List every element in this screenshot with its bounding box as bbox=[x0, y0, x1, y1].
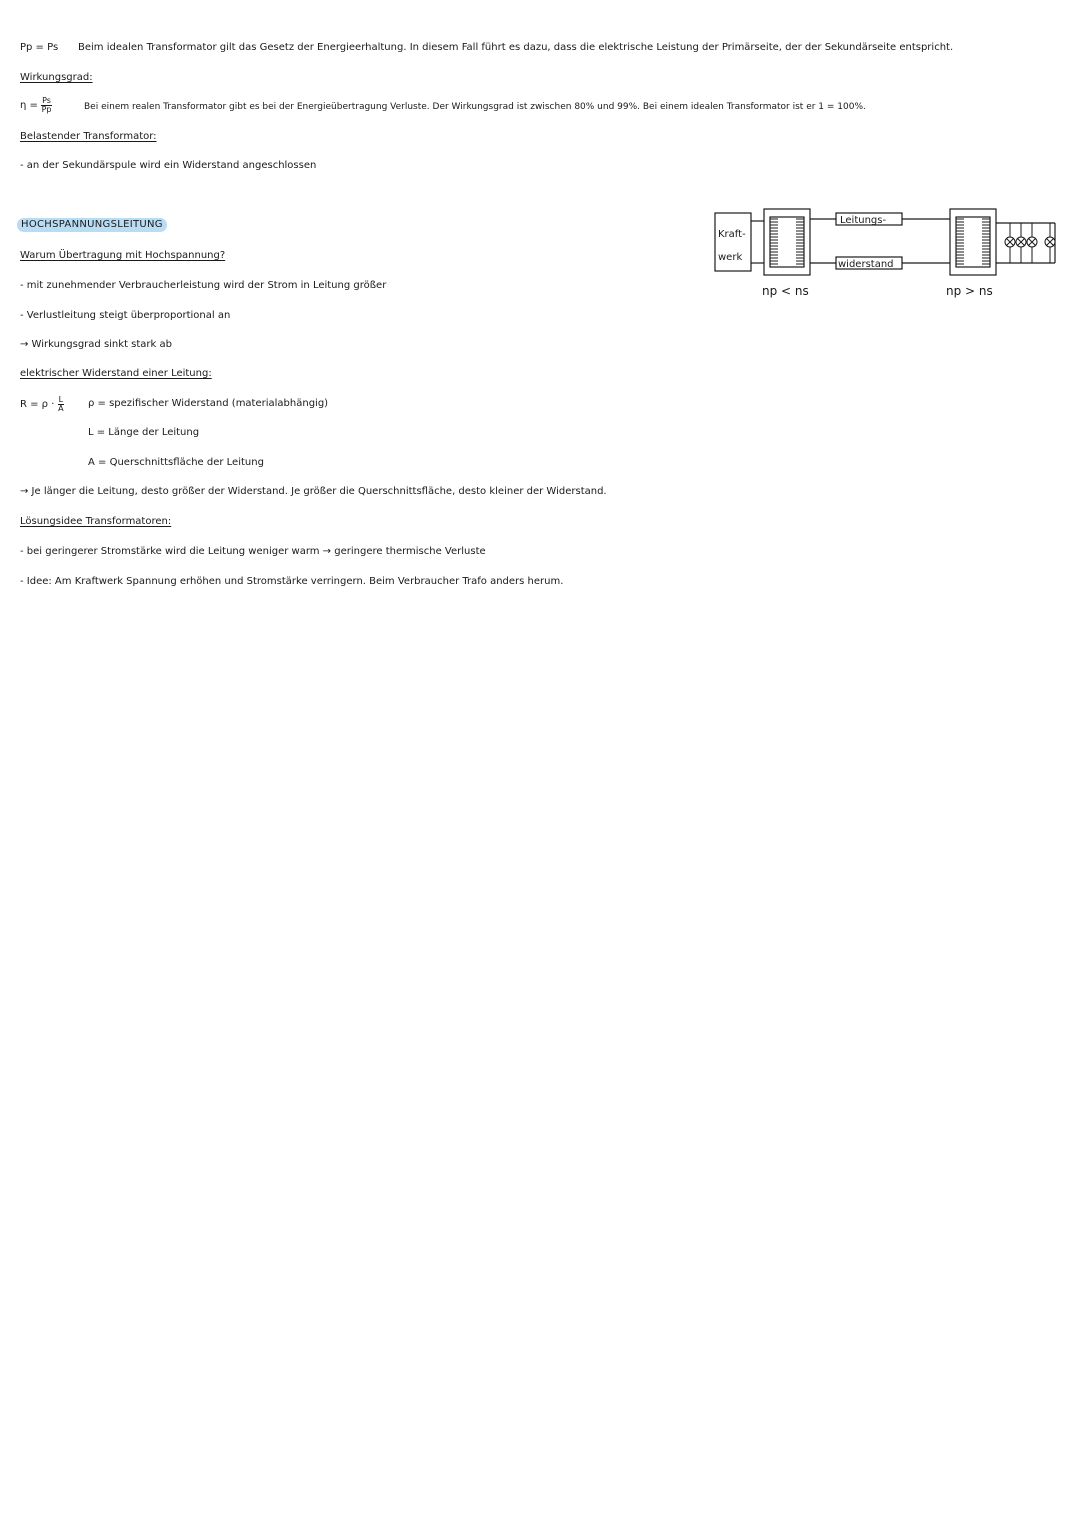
resistance-numerator: L bbox=[58, 394, 64, 404]
loaded-transformer-heading: Belastender Transformator: bbox=[20, 131, 157, 142]
resistance-formula bbox=[20, 394, 64, 416]
length-definition: L = Länge der Leitung bbox=[88, 427, 200, 438]
lamp-icon-4 bbox=[1045, 223, 1055, 263]
point-loss: - Verlustleitung steigt überproportional an bbox=[20, 310, 231, 321]
efficiency-formula bbox=[20, 95, 52, 117]
transformer-1-relation: np < ns bbox=[762, 284, 809, 298]
solution-point1: - bei geringerer Stromstärke wird die Leitung weniger warm → geringere thermische Verluste bbox=[20, 546, 486, 557]
area-definition: A = Querschnittsfläche der Leitung bbox=[88, 457, 264, 468]
rho-definition: ρ = spezifischer Widerstand (materialabhängig) bbox=[88, 398, 329, 409]
section-title-hochspannung: HOCHSPANNUNGSLEITUNG bbox=[17, 218, 167, 232]
efficiency-numerator: Ps bbox=[42, 95, 51, 105]
arrow-efficiency: → Wirkungsgrad sinkt stark ab bbox=[20, 339, 172, 350]
power-equality-formula: Pp = Ps bbox=[20, 42, 59, 53]
loaded-transformer-text: - an der Sekundärspule wird ein Widerstand angeschlossen bbox=[20, 160, 317, 171]
transformer-2-secondary-coil bbox=[982, 219, 990, 264]
lamp-icon-3 bbox=[1027, 223, 1037, 263]
transformer-2-primary-coil bbox=[956, 219, 964, 264]
efficiency-denominator: Pp bbox=[41, 104, 52, 114]
arrow-resistance-conclusion: → Je länger die Leitung, desto größer der Widerstand. Je größer die Querschnittsfläche, desto kleiner der Widerstand. bbox=[20, 486, 607, 497]
transformer-1-primary-coil bbox=[770, 219, 778, 264]
why-heading: Warum Übertragung mit Hochspannung? bbox=[20, 250, 226, 261]
solution-heading: Lösungsidee Transformatoren: bbox=[20, 516, 172, 527]
resistance-lhs: R = ρ · bbox=[20, 399, 55, 410]
transmission-diagram bbox=[710, 205, 1070, 305]
efficiency-text: Bei einem realen Transformator gibt es bei der Energieübertragung Verluste. Der Wirkungsgrad ist zwischen 80% und 99%. Bei einem idealen Transformator ist er 1 = 100%. bbox=[84, 102, 866, 112]
resistance-heading: elektrischer Widerstand einer Leitung: bbox=[20, 368, 212, 379]
lamp-icon-2 bbox=[1016, 223, 1026, 263]
solution-point2: - Idee: Am Kraftwerk Spannung erhöhen und Stromstärke verringern. Beim Verbraucher Trafo anders herum. bbox=[20, 576, 564, 587]
efficiency-fraction bbox=[41, 97, 52, 114]
power-plant-label-2: werk bbox=[718, 252, 743, 263]
power-plant-label-1: Kraft- bbox=[718, 229, 746, 240]
transformer-2-relation: np > ns bbox=[946, 284, 993, 298]
line-resistance-label-1: Leitungs- bbox=[840, 215, 887, 226]
point-current: - mit zunehmender Verbraucherleistung wird der Strom in Leitung größer bbox=[20, 280, 387, 291]
eta-symbol: η = bbox=[20, 100, 38, 111]
efficiency-heading: Wirkungsgrad: bbox=[20, 72, 93, 83]
resistance-denominator: A bbox=[58, 403, 64, 413]
energy-conservation-text: Beim idealen Transformator gilt das Gesetz der Energieerhaltung. In diesem Fall führt es dazu, dass die elektrische Leistung der Primärseite, der der Sekundärseite entspricht. bbox=[78, 42, 954, 53]
resistance-fraction bbox=[58, 396, 64, 413]
transformer-1-secondary-coil bbox=[796, 219, 804, 264]
lamp-icon-1 bbox=[1005, 223, 1015, 263]
line-resistance-label-2: widerstand bbox=[838, 259, 894, 270]
